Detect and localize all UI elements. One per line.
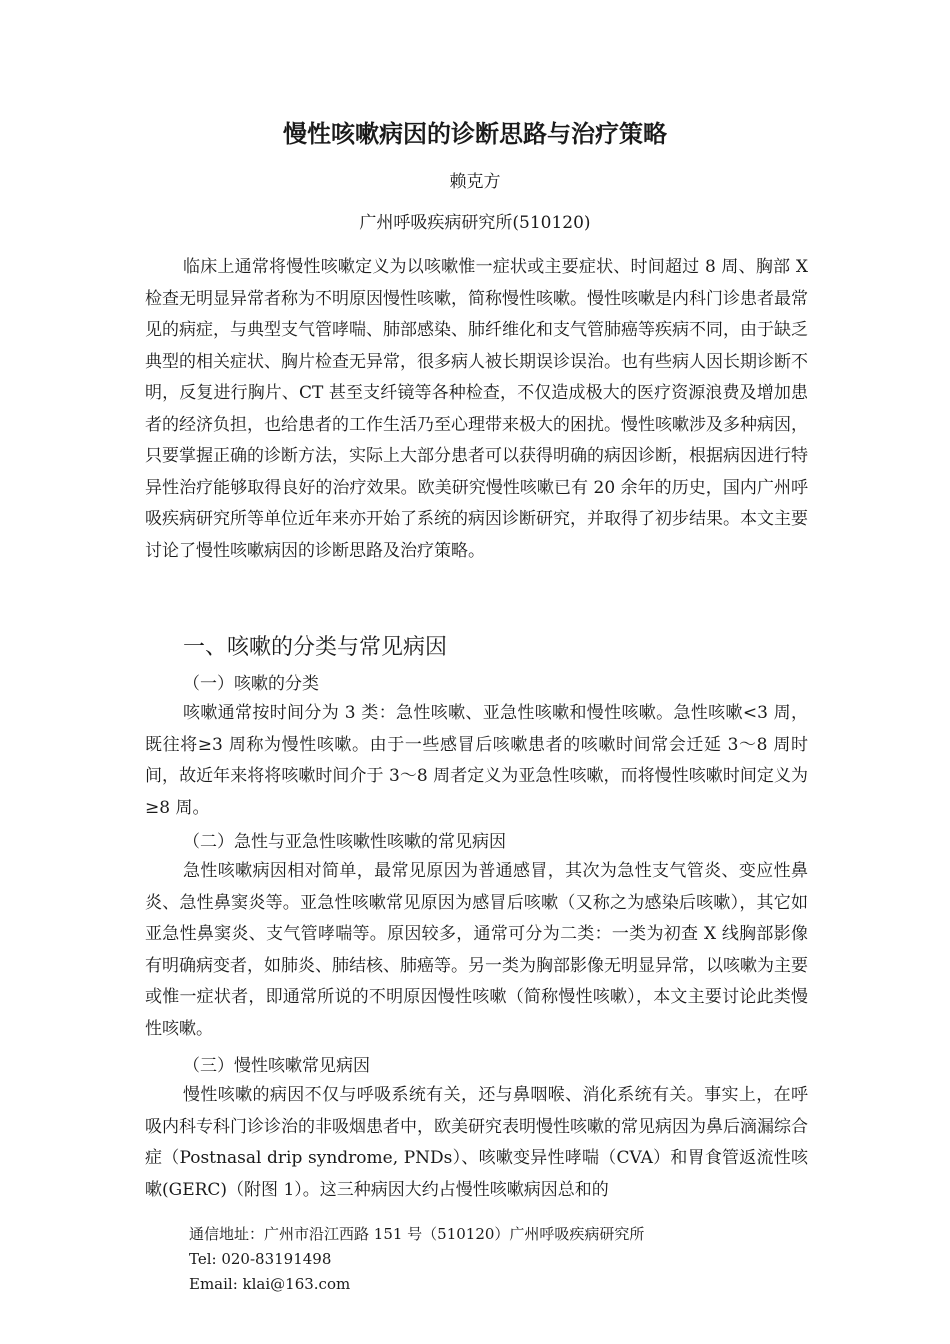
footnote-contact: [189, 1222, 644, 1297]
subsection-paragraph-2: 急性咳嗽病因相对简单，最常见原因为普通感冒，其次为急性支气管炎、变应性鼻炎、急性鼻窦炎等。亚急性咳嗽常见原因为感冒后咳嗽（又称之为感染后咳嗽），其它如亚急性鼻窦炎、支气管哮喘等。原因较多，通常可分为二类：一类为初查 X 线胸部影像有明确病变者，如肺炎、肺结核、肺癌等。另一类为胸部影像无明显异常，以咳嗽为主要或惟一症状者，即通常所说的不明原因慢性咳嗽（简称慢性咳嗽），本文主要讨论此类慢性咳嗽。: [145, 861, 808, 1039]
footnote-address: 通信地址：广州市沿江西路 151 号（510120）广州呼吸疾病研究所: [189, 1225, 645, 1243]
footnote-tel: Tel: 020-83191498: [189, 1250, 332, 1268]
subsection-heading-2: （二）急性与亚急性咳嗽性咳嗽的常见病因: [183, 832, 506, 852]
subsection-paragraph-3: 慢性咳嗽的病因不仅与呼吸系统有关，还与鼻咽喉、消化系统有关。事实上，在呼吸内科专科门诊诊治的非吸烟患者中，欧美研究表明慢性咳嗽的常见病因为鼻后滴漏综合症（Postnasal drip syndrome, PNDs）、咳嗽变异性哮喘（CVA）和胃食管返流性咳嗽(GERC)（附图 1）。这三种病因大约占慢性咳嗽病因总和的: [145, 1085, 808, 1200]
footnote-email: Email: klai@163.com: [189, 1275, 351, 1293]
subsection-heading-1: （一）咳嗽的分类: [183, 674, 319, 694]
author-name: 赖克方: [449, 172, 501, 192]
section-heading: 一、咳嗽的分类与常见病因: [183, 635, 448, 660]
intro-paragraph: 临床上通常将慢性咳嗽定义为以咳嗽惟一症状或主要症状、时间超过 8 周、胸部 X 检查无明显异常者称为不明原因慢性咳嗽，简称慢性咳嗽。慢性咳嗽是内科门诊患者最常见的病症，与典型支气管哮喘、肺部感染、肺纤维化和支气管肺癌等疾病不同，由于缺乏典型的相关症状、胸片检查无异常，很多病人被长期误诊误治。也有些病人因长期诊断不明，反复进行胸片、CT 甚至支纤镜等各种检查，不仅造成极大的医疗资源浪费及增加患者的经济负担，也给患者的工作生活乃至心理带来极大的困扰。慢性咳嗽涉及多种病因，只要掌握正确的诊断方法，实际上大部分患者可以获得明确的病因诊断，根据病因进行特异性治疗能够取得良好的治疗效果。欧美研究慢性咳嗽已有 20 余年的历史，国内广州呼吸疾病研究所等单位近年来亦开始了系统的病因诊断研究，并取得了初步结果。本文主要讨论了慢性咳嗽病因的诊断思路及治疗策略。: [145, 257, 808, 561]
affiliation: 广州呼吸疾病研究所(510120): [359, 213, 591, 233]
paper-title: 慢性咳嗽病因的诊断思路与治疗策略: [283, 120, 667, 148]
subsection-paragraph-1: 咳嗽通常按时间分为 3 类：急性咳嗽、亚急性咳嗽和慢性咳嗽。急性咳嗽<3 周，既往将≥3 周称为慢性咳嗽。由于一些感冒后咳嗽患者的咳嗽时间常会迁延 3～8 周时间，故近年来将将咳嗽时间介于 3～8 周者定义为亚急性咳嗽，而将慢性咳嗽时间定义为≥8 周。: [145, 703, 808, 818]
subsection-heading-3: （三）慢性咳嗽常见病因: [183, 1056, 370, 1076]
